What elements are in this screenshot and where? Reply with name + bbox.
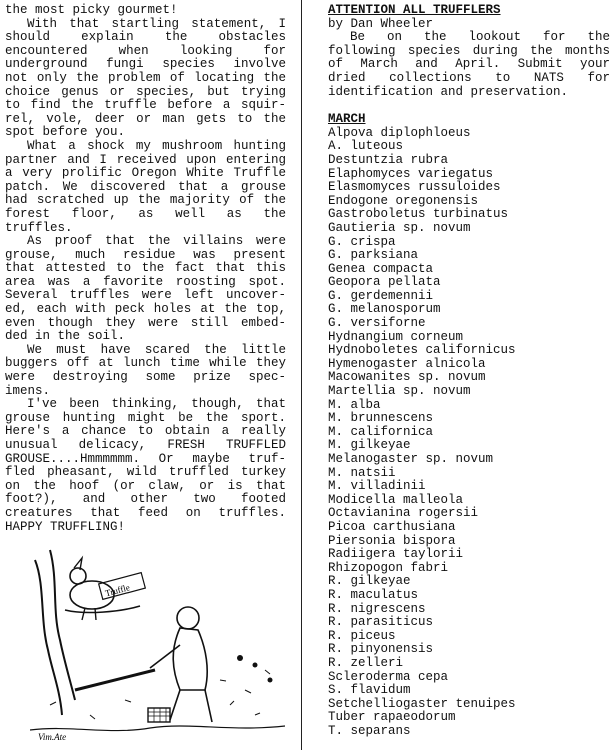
species-item: G. gerdemennii xyxy=(328,288,434,303)
rake-handle xyxy=(75,670,155,690)
left-column xyxy=(5,4,286,534)
text-line: encountered when looking for xyxy=(5,43,286,58)
text-line: HAPPY TRUFFLING! xyxy=(5,519,126,534)
text-line: had scratched up the majority of the xyxy=(5,193,286,208)
text-line: Several truffles were left uncover- xyxy=(5,288,286,303)
species-item: Hydnoboletes californicus xyxy=(328,343,516,358)
text-line: forest floor, as well as the xyxy=(5,206,286,221)
text-line: dried collections to NATS for xyxy=(328,70,610,85)
species-item: Piersonia bispora xyxy=(328,533,456,548)
basket xyxy=(148,708,170,722)
species-item: Melanogaster sp. novum xyxy=(328,452,494,466)
column-divider xyxy=(301,0,302,750)
species-item: Hydnangium corneum xyxy=(328,329,464,344)
march-heading: MARCH xyxy=(328,112,366,127)
text-line: imens. xyxy=(5,383,51,398)
species-item: M. villadinii xyxy=(328,479,426,494)
species-item: Gautieria sp. novum xyxy=(328,220,471,235)
text-line: of March and April. Submit your xyxy=(328,57,610,72)
text-line: GROUSE....Hmmmmmm. Or maybe truf- xyxy=(5,451,286,466)
species-item: G. versiforne xyxy=(328,316,426,331)
species-item: G. melanosporum xyxy=(328,302,441,317)
species-item: Octavianina rogersii xyxy=(328,506,479,521)
paragraph-grouse-hunting xyxy=(5,398,286,534)
text-line: grouse, much residue was present xyxy=(5,247,286,262)
species-item: T. separans xyxy=(328,723,411,738)
text-line: We must have scared the little xyxy=(27,342,286,357)
paragraph-obstacles xyxy=(5,18,286,140)
text-line: ed, each with peck holes at the top, xyxy=(5,302,286,317)
text-line: area was a favorite roosting spot. xyxy=(5,274,286,289)
species-item: M. alba xyxy=(328,397,381,412)
truffle-sign-text: Truffle xyxy=(104,582,131,599)
grouse-legs xyxy=(82,608,96,620)
text-line: rel, vole, deer or man gets to the xyxy=(5,111,286,126)
paragraph-intro xyxy=(5,4,286,18)
species-item: M. gilkeyae xyxy=(328,438,411,453)
hunter-arm xyxy=(150,645,180,668)
text-line: fled pheasant, wild truffled turkey xyxy=(5,465,286,480)
species-item: G. crispa xyxy=(328,234,396,249)
text-line: truffles. xyxy=(5,220,73,235)
species-item: Endogone oregonensis xyxy=(328,193,479,208)
species-item: Gastroboletus turbinatus xyxy=(328,207,509,222)
species-item: Setchelliogaster tenuipes xyxy=(328,696,516,711)
text-line: patch. We discovered that a grouse xyxy=(5,179,286,194)
ground-line xyxy=(30,726,285,731)
artist-signature: Vim.Ate xyxy=(38,732,67,742)
species-item: Geopora pellata xyxy=(328,275,441,290)
text-line: I've been thinking, though, that xyxy=(27,397,286,412)
species-item: Modicella malleola xyxy=(328,492,464,507)
species-item: Martellia sp. novum xyxy=(328,384,471,399)
species-item: M. natsii xyxy=(328,465,396,480)
text-line: to find the truffle before a squir- xyxy=(5,98,286,113)
species-item: Genea compacta xyxy=(328,261,434,276)
species-item: R. zelleri xyxy=(328,655,404,670)
paragraph-shock xyxy=(5,140,286,235)
species-item: G. parksiana xyxy=(328,248,419,263)
text-line: choice genus or species, but trying xyxy=(5,84,286,99)
text-line: following species during the months xyxy=(328,43,610,58)
species-item: M. brunnescens xyxy=(328,411,434,426)
species-item: Alpova diplophloeus xyxy=(328,125,471,140)
text-line: Be on the lookout for the xyxy=(350,30,610,45)
text-line: ded in the soil. xyxy=(5,329,126,344)
right-column xyxy=(328,4,610,738)
species-item: Destuntzia rubra xyxy=(328,152,449,167)
article-byline: by Dan Wheeler xyxy=(328,16,434,31)
species-item: Macowanites sp. novum xyxy=(328,370,486,385)
species-item: R. gilkeyae xyxy=(328,574,411,589)
text-line: grouse hunting might be the sport. xyxy=(5,410,286,425)
species-item: A. luteous xyxy=(328,139,404,154)
text-line: unusual delicacy, FRESH TRUFFLED xyxy=(5,438,286,452)
species-item: R. pinyonensis xyxy=(328,642,434,657)
article-intro xyxy=(328,31,610,99)
species-item: R. piceus xyxy=(328,628,396,643)
text-line: identification and preservation. xyxy=(328,84,569,99)
text-line: should explain the obstacles xyxy=(5,30,286,45)
hunter-head xyxy=(177,607,199,629)
text-line: underground fungi species involve xyxy=(5,57,286,72)
species-item: Elaphomyces variegatus xyxy=(328,166,494,181)
article-heading: ATTENTION ALL TRUFFLERS xyxy=(328,3,501,17)
truffle-hunting-cartoon xyxy=(30,540,285,745)
text-line: Here's a chance to obtain a really xyxy=(5,424,286,439)
text-line: were destroying some prize spec- xyxy=(5,370,286,385)
species-item: Rhizopogon fabri xyxy=(328,560,449,575)
hunter-legs xyxy=(170,690,212,722)
text-line: a very prolific Oregon White Truffle xyxy=(5,166,286,181)
species-item: Tuber rapaeodorum xyxy=(328,710,456,725)
hunter-body xyxy=(173,628,207,690)
text-line: on the hoof (or claw, or is that xyxy=(5,478,286,493)
species-item: R. nigrescens xyxy=(328,601,426,616)
text-line: As proof that the villains were xyxy=(27,234,286,249)
paragraph-proof xyxy=(5,235,286,344)
text-line: foot?), and other two footed xyxy=(5,492,286,507)
basket-weave xyxy=(148,708,170,722)
text-line: even though they were still embed- xyxy=(5,315,286,330)
text-line: that attested to the fact that this xyxy=(5,261,286,276)
species-item: Elasmomyces russuloides xyxy=(328,180,501,195)
text-line: spot before you. xyxy=(5,125,126,140)
text-line: not only the problem of locating the xyxy=(5,70,286,85)
species-item: Hymenogaster alnicola xyxy=(328,356,486,371)
text-line: partner and I received upon entering xyxy=(5,152,286,167)
species-item: S. flavidum xyxy=(328,683,411,698)
species-item: Picoa carthusiana xyxy=(328,519,456,534)
text-line: buggers off at lunch time while they xyxy=(5,356,286,371)
grouse-head xyxy=(70,568,86,584)
species-list xyxy=(328,127,610,739)
tree-bark xyxy=(35,560,62,715)
text-line: creatures that feed on truffles. xyxy=(5,505,286,520)
species-item: R. parasiticus xyxy=(328,615,434,630)
species-item: Radiigera taylorii xyxy=(328,547,464,562)
species-item: Scleroderma cepa xyxy=(328,669,449,684)
species-item: M. californica xyxy=(328,424,434,439)
species-item: R. maculatus xyxy=(328,587,419,602)
text-line: What a shock my mushroom hunting xyxy=(27,138,286,153)
paragraph-scared xyxy=(5,344,286,398)
text-line: With that startling statement, I xyxy=(27,16,286,31)
text-line: the most picky gourmet! xyxy=(5,3,178,17)
